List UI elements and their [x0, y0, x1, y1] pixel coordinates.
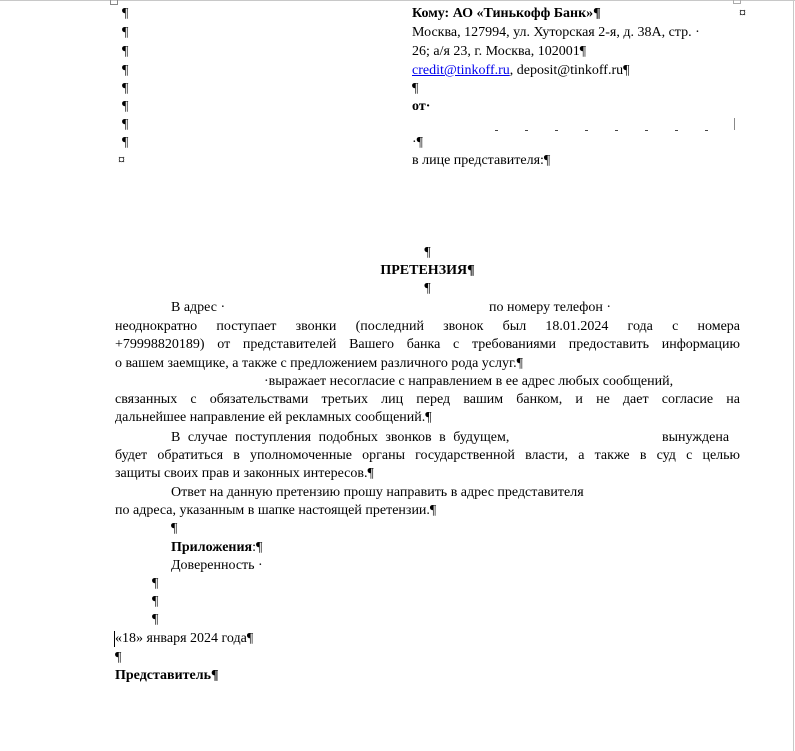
paragraph-text: В случае поступления подобных звонков в будущем,	[171, 430, 510, 445]
paragraph-text: защиты своих прав и законных интересов.¶	[115, 466, 374, 481]
table-resize-handle[interactable]	[733, 0, 741, 4]
paragraph-text: дальнейшее направление ей рекламных сообщений.¶	[115, 410, 432, 425]
document-title: ПРЕТЕНЗИЯ¶	[380, 263, 475, 278]
empty-list-mark: ¶	[152, 576, 159, 591]
header-left-mark: ¶	[122, 44, 129, 59]
paragraph-text: по номеру телефон ·	[489, 300, 612, 315]
attachment-item: Доверенность ·	[171, 558, 263, 573]
recipient-address-line: Москва, 127994, ул. Хуторская 2-я, д. 38А, стр. ·	[412, 25, 700, 40]
paragraph-text: связанных с обязательствами третьих лиц перед вашим банком, и не дает согласие на	[115, 392, 740, 407]
representative-line: в лице представителя:¶	[412, 153, 551, 168]
header-left-mark: ¶	[122, 117, 129, 132]
paragraph-text: ·выражает несогласие с направлением в ее адрес любых сообщений,	[264, 374, 674, 389]
paragraph-text: +79998820189) от представителей Вашего банка с требованиями предоставить информацию	[115, 337, 740, 352]
email-rest: , deposit@tinkoff.ru¶	[509, 63, 630, 78]
email-link[interactable]: credit@tinkoff.ru	[412, 63, 510, 78]
paragraph-text: будет обратиться в уполномоченные органы государственной власти, а также в суд с целью	[115, 448, 740, 463]
empty-paragraph: ¶	[424, 245, 431, 260]
attachments-tail: :¶	[252, 540, 263, 555]
empty-list-mark: ¶	[152, 594, 159, 609]
table-cell-end-mark: ¤	[739, 6, 746, 21]
fill-in-underline-end	[734, 118, 735, 130]
page-right-edge	[793, 0, 794, 751]
header-left-mark: ¶	[122, 135, 129, 150]
paragraph-text: по адреса, указанным в шапке настоящей претензии.¶	[115, 503, 437, 518]
empty-paragraph: ¶	[412, 81, 419, 96]
page-top-edge	[0, 0, 795, 1]
header-left-mark: ¶	[122, 25, 129, 40]
text-cursor	[114, 631, 115, 647]
date-line: «18» января 2024 года¶	[115, 631, 254, 646]
recipient-email-line	[412, 62, 629, 80]
attachments-label: Приложения	[171, 540, 253, 555]
attachments-heading	[171, 539, 262, 557]
paragraph-text: Ответ на данную претензию прошу направить в адрес представителя	[171, 485, 584, 500]
header-left-mark: ¶	[122, 63, 129, 78]
empty-paragraph: ¶	[424, 281, 431, 296]
fill-in-underline	[495, 130, 735, 131]
header-left-mark: ¶	[122, 81, 129, 96]
paragraph-text: о вашем заемщике, а также с предложением различного рода услуг.¶	[115, 356, 524, 371]
paragraph-text: неоднократно поступает звонки (последний звонок был 18.01.2024 года с номера	[115, 319, 740, 334]
table-move-handle[interactable]	[110, 0, 118, 5]
empty-paragraph: ¶	[115, 650, 122, 665]
header-left-mark: ¶	[122, 6, 129, 21]
signature-label: Представитель¶	[115, 668, 219, 683]
recipient-line: Кому: АО «Тинькофф Банк»¶	[412, 6, 601, 21]
header-left-mark: ¶	[122, 99, 129, 114]
empty-list-mark: ¶	[152, 612, 159, 627]
table-cell-end-mark: ¤	[118, 153, 125, 168]
paragraph-text: В адрес ·	[171, 300, 226, 315]
paragraph-text: вынуждена	[662, 430, 730, 445]
sender-label: от·	[412, 99, 431, 114]
recipient-address-line: 26; а/я 23, г. Москва, 102001¶	[412, 44, 587, 59]
empty-paragraph: ·¶	[412, 135, 424, 150]
empty-paragraph: ¶	[171, 521, 178, 536]
